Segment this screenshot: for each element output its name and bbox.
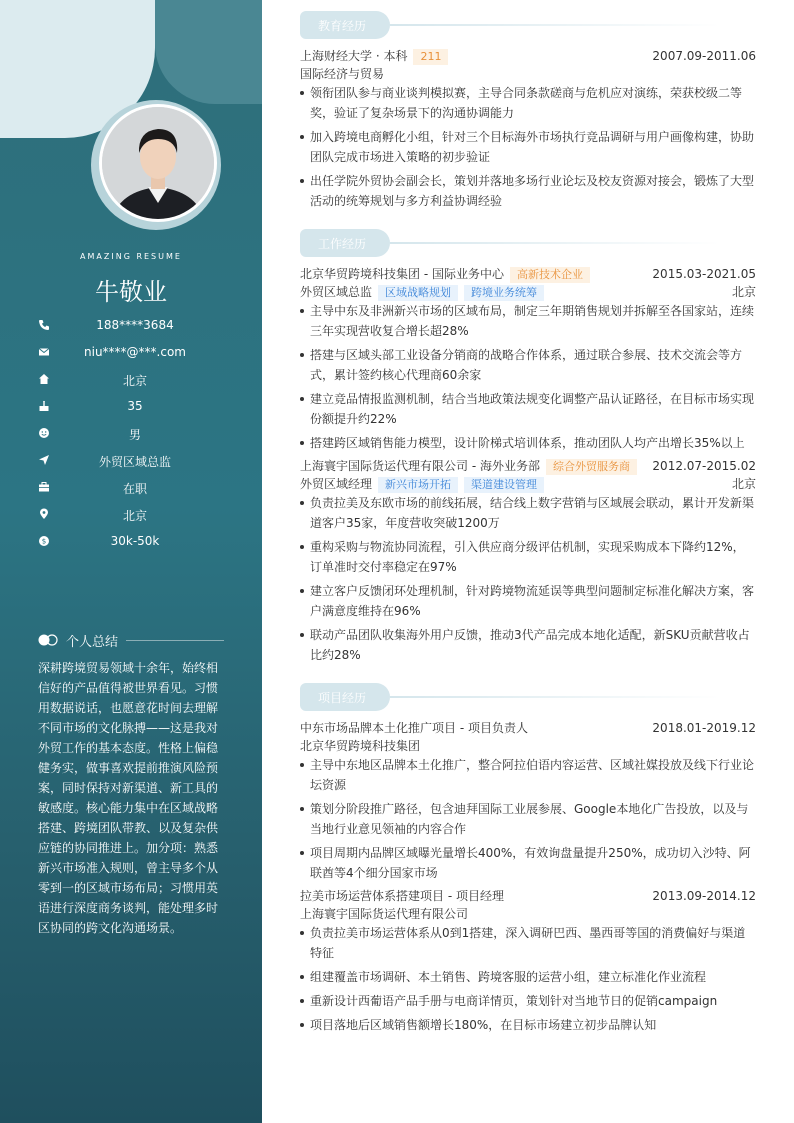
summary-text: 深耕跨境贸易领域十余年，始终相信好的产品值得被世界看见。习惯用数据说话，也愿意花时间去理解不同市场的文化脉搏——这是我对外贸工作的基本态度。性格上偏稳健务实，做事喜欢提前推演风险预案，同时保持对新渠道、新工具的敏感度。核心能力集中在区域战略搭建、跨境团队带教、以及复杂供应链的协同推进上。加分项：熟悉新兴市场准入规则，曾主导多个从零到一的区域市场布局；习惯用英语进行深度商务谈判，能处理多时区协同的跨文化沟通场景。 bbox=[38, 661, 219, 935]
project-header: 拉美市场运营体系搭建项目 - 项目经理 2013.09-2014.12 bbox=[300, 889, 756, 903]
info-status: 在职 bbox=[0, 479, 262, 497]
education-header: 上海财经大学 · 本科 211 2007.09-2011.06 bbox=[300, 49, 756, 63]
info-gender: 男 bbox=[0, 425, 262, 443]
project-bullets bbox=[300, 923, 756, 1039]
list-item: 主导中东地区品牌本土化推广，整合阿拉伯语内容运营、区域社媒投放及线下行业论坛资源 bbox=[300, 755, 756, 795]
list-item: 领衔团队参与商业谈判模拟赛，主导合同条款磋商与危机应对演练，荣获校级二等奖，验证了复杂场景下的沟通协调能力 bbox=[300, 83, 756, 123]
skill-tag: 区域战略规划 bbox=[378, 285, 458, 301]
project-org: 北京华贸跨境科技集团 bbox=[300, 739, 421, 753]
svg-text:$: $ bbox=[41, 537, 47, 546]
info-position: 外贸区域总监 bbox=[0, 452, 262, 470]
list-item: 联动产品团队收集海外用户反馈，推动3代产品完成本地化适配，新SKU贡献营收占比约28% bbox=[300, 625, 756, 665]
list-item: 策划分阶段推广路径，包含迪拜国际工业展参展、Google本地化广告投放，以及与当地行业意见领袖的内容合作 bbox=[300, 799, 756, 839]
list-item: 负责拉美市场运营体系从0到1搭建，深入调研巴西、墨西哥等国的消费偏好与渠道特征 bbox=[300, 923, 756, 963]
company-tag: 高新技术企业 bbox=[510, 267, 590, 283]
send-icon bbox=[38, 454, 50, 466]
list-item: 组建覆盖市场调研、本土销售、跨境客服的运营小组，建立标准化作业流程 bbox=[300, 967, 756, 987]
info-salary: $ 30k-50k bbox=[0, 533, 262, 551]
info-age: 35 bbox=[0, 398, 262, 416]
list-item: 主导中东及非洲新兴市场的区域布局，制定三年期销售规划并拆解至各国家站，连续三年实现营收复合增长超28% bbox=[300, 301, 756, 341]
info-hometown: 北京 bbox=[0, 371, 262, 389]
avatar bbox=[99, 104, 217, 222]
job-bullets bbox=[300, 301, 756, 457]
candidate-name: 牛敬业 bbox=[95, 278, 167, 306]
list-item: 建立客户反馈闭环处理机制，针对跨境物流延误等典型问题制定标准化解决方案，客户满意度维持在96% bbox=[300, 581, 756, 621]
job-header: 上海寰宇国际货运代理有限公司 - 海外业务部 综合外贸服务商 2012.07-2015.02 bbox=[300, 459, 756, 473]
job-bullets bbox=[300, 493, 756, 669]
money-icon bbox=[38, 535, 50, 547]
section-education-heading: 教育经历 bbox=[300, 11, 756, 39]
education-bullets bbox=[300, 83, 756, 215]
skill-tag: 新兴市场开拓 bbox=[378, 477, 458, 493]
info-phone: 188****3684 bbox=[0, 317, 262, 335]
info-email: niu****@***.com bbox=[0, 344, 262, 362]
location-pin-icon bbox=[38, 508, 50, 520]
company-tag: 综合外贸服务商 bbox=[546, 459, 637, 475]
job-role: 外贸区域总监 区域战略规划 跨境业务统筹 北京 bbox=[300, 285, 756, 299]
list-item: 搭建与区域头部工业设备分销商的战略合作体系，通过联合参展、技术交流会等方式，累计签约核心代理商60余家 bbox=[300, 345, 756, 385]
briefcase-icon bbox=[38, 481, 50, 493]
school-tag: 211 bbox=[413, 49, 448, 65]
info-city: 北京 bbox=[0, 506, 262, 524]
project-bullets bbox=[300, 755, 756, 887]
project-org: 上海寰宇国际货运代理有限公司 bbox=[300, 907, 469, 921]
sidebar bbox=[0, 0, 262, 1123]
list-item: 重构采购与物流协同流程，引入供应商分级评估机制，实现采购成本下降约12%，订单准时交付率稳定在97% bbox=[300, 537, 756, 577]
list-item: 项目落地后区域销售额增长180%，在目标市场建立初步品牌认知 bbox=[300, 1015, 756, 1035]
list-item: 建立竞品情报监测机制，结合当地政策法规变化调整产品认证路径，在目标市场实现份额提升约22% bbox=[300, 389, 756, 429]
summary-heading: 个人总结 bbox=[38, 631, 224, 651]
smile-icon bbox=[38, 427, 50, 439]
list-item: 重新设计西葡语产品手册与电商详情页，策划针对当地节日的促销campaign bbox=[300, 991, 756, 1011]
toggle-icon bbox=[38, 634, 58, 646]
skill-tag: 渠道建设管理 bbox=[464, 477, 544, 493]
job-header: 北京华贸跨境科技集团 - 国际业务中心 高新技术企业 2015.03-2021.05 bbox=[300, 267, 756, 281]
list-item: 加入跨境电商孵化小组，针对三个目标海外市场执行竞品调研与用户画像构建，协助团队完成市场进入策略的初步验证 bbox=[300, 127, 756, 167]
list-item: 搭建跨区域销售能力模型，设计阶梯式培训体系，推动团队人均产出增长35%以上 bbox=[300, 433, 756, 453]
list-item: 负责拉美及东欧市场的前线拓展，结合线上数字营销与区域展会联动，累计开发新渠道客户35家，年度营收突破1200万 bbox=[300, 493, 756, 533]
project-header: 中东市场品牌本土化推广项目 - 项目负责人 2018.01-2019.12 bbox=[300, 721, 756, 735]
home-icon bbox=[38, 373, 50, 385]
section-projects-heading: 项目经历 bbox=[300, 683, 756, 711]
list-item: 出任学院外贸协会副会长，策划并落地多场行业论坛及校友资源对接会，锻炼了大型活动的统筹规划与多方利益协调经验 bbox=[300, 171, 756, 211]
education-major: 国际经济与贸易 bbox=[300, 67, 385, 81]
phone-icon bbox=[38, 319, 50, 331]
divider bbox=[126, 640, 224, 641]
mail-icon bbox=[38, 346, 50, 358]
decor-shape bbox=[155, 0, 262, 104]
cake-icon bbox=[38, 400, 50, 412]
section-work-heading: 工作经历 bbox=[300, 229, 756, 257]
skill-tag: 跨境业务统筹 bbox=[464, 285, 544, 301]
list-item: 项目周期内品牌区域曝光量增长400%，有效询盘量提升250%，成功切入沙特、阿联酋等4个细分国家市场 bbox=[300, 843, 756, 883]
brand-label: AMAZING RESUME bbox=[80, 252, 182, 261]
job-role: 外贸区域经理 新兴市场开拓 渠道建设管理 北京 bbox=[300, 477, 756, 491]
